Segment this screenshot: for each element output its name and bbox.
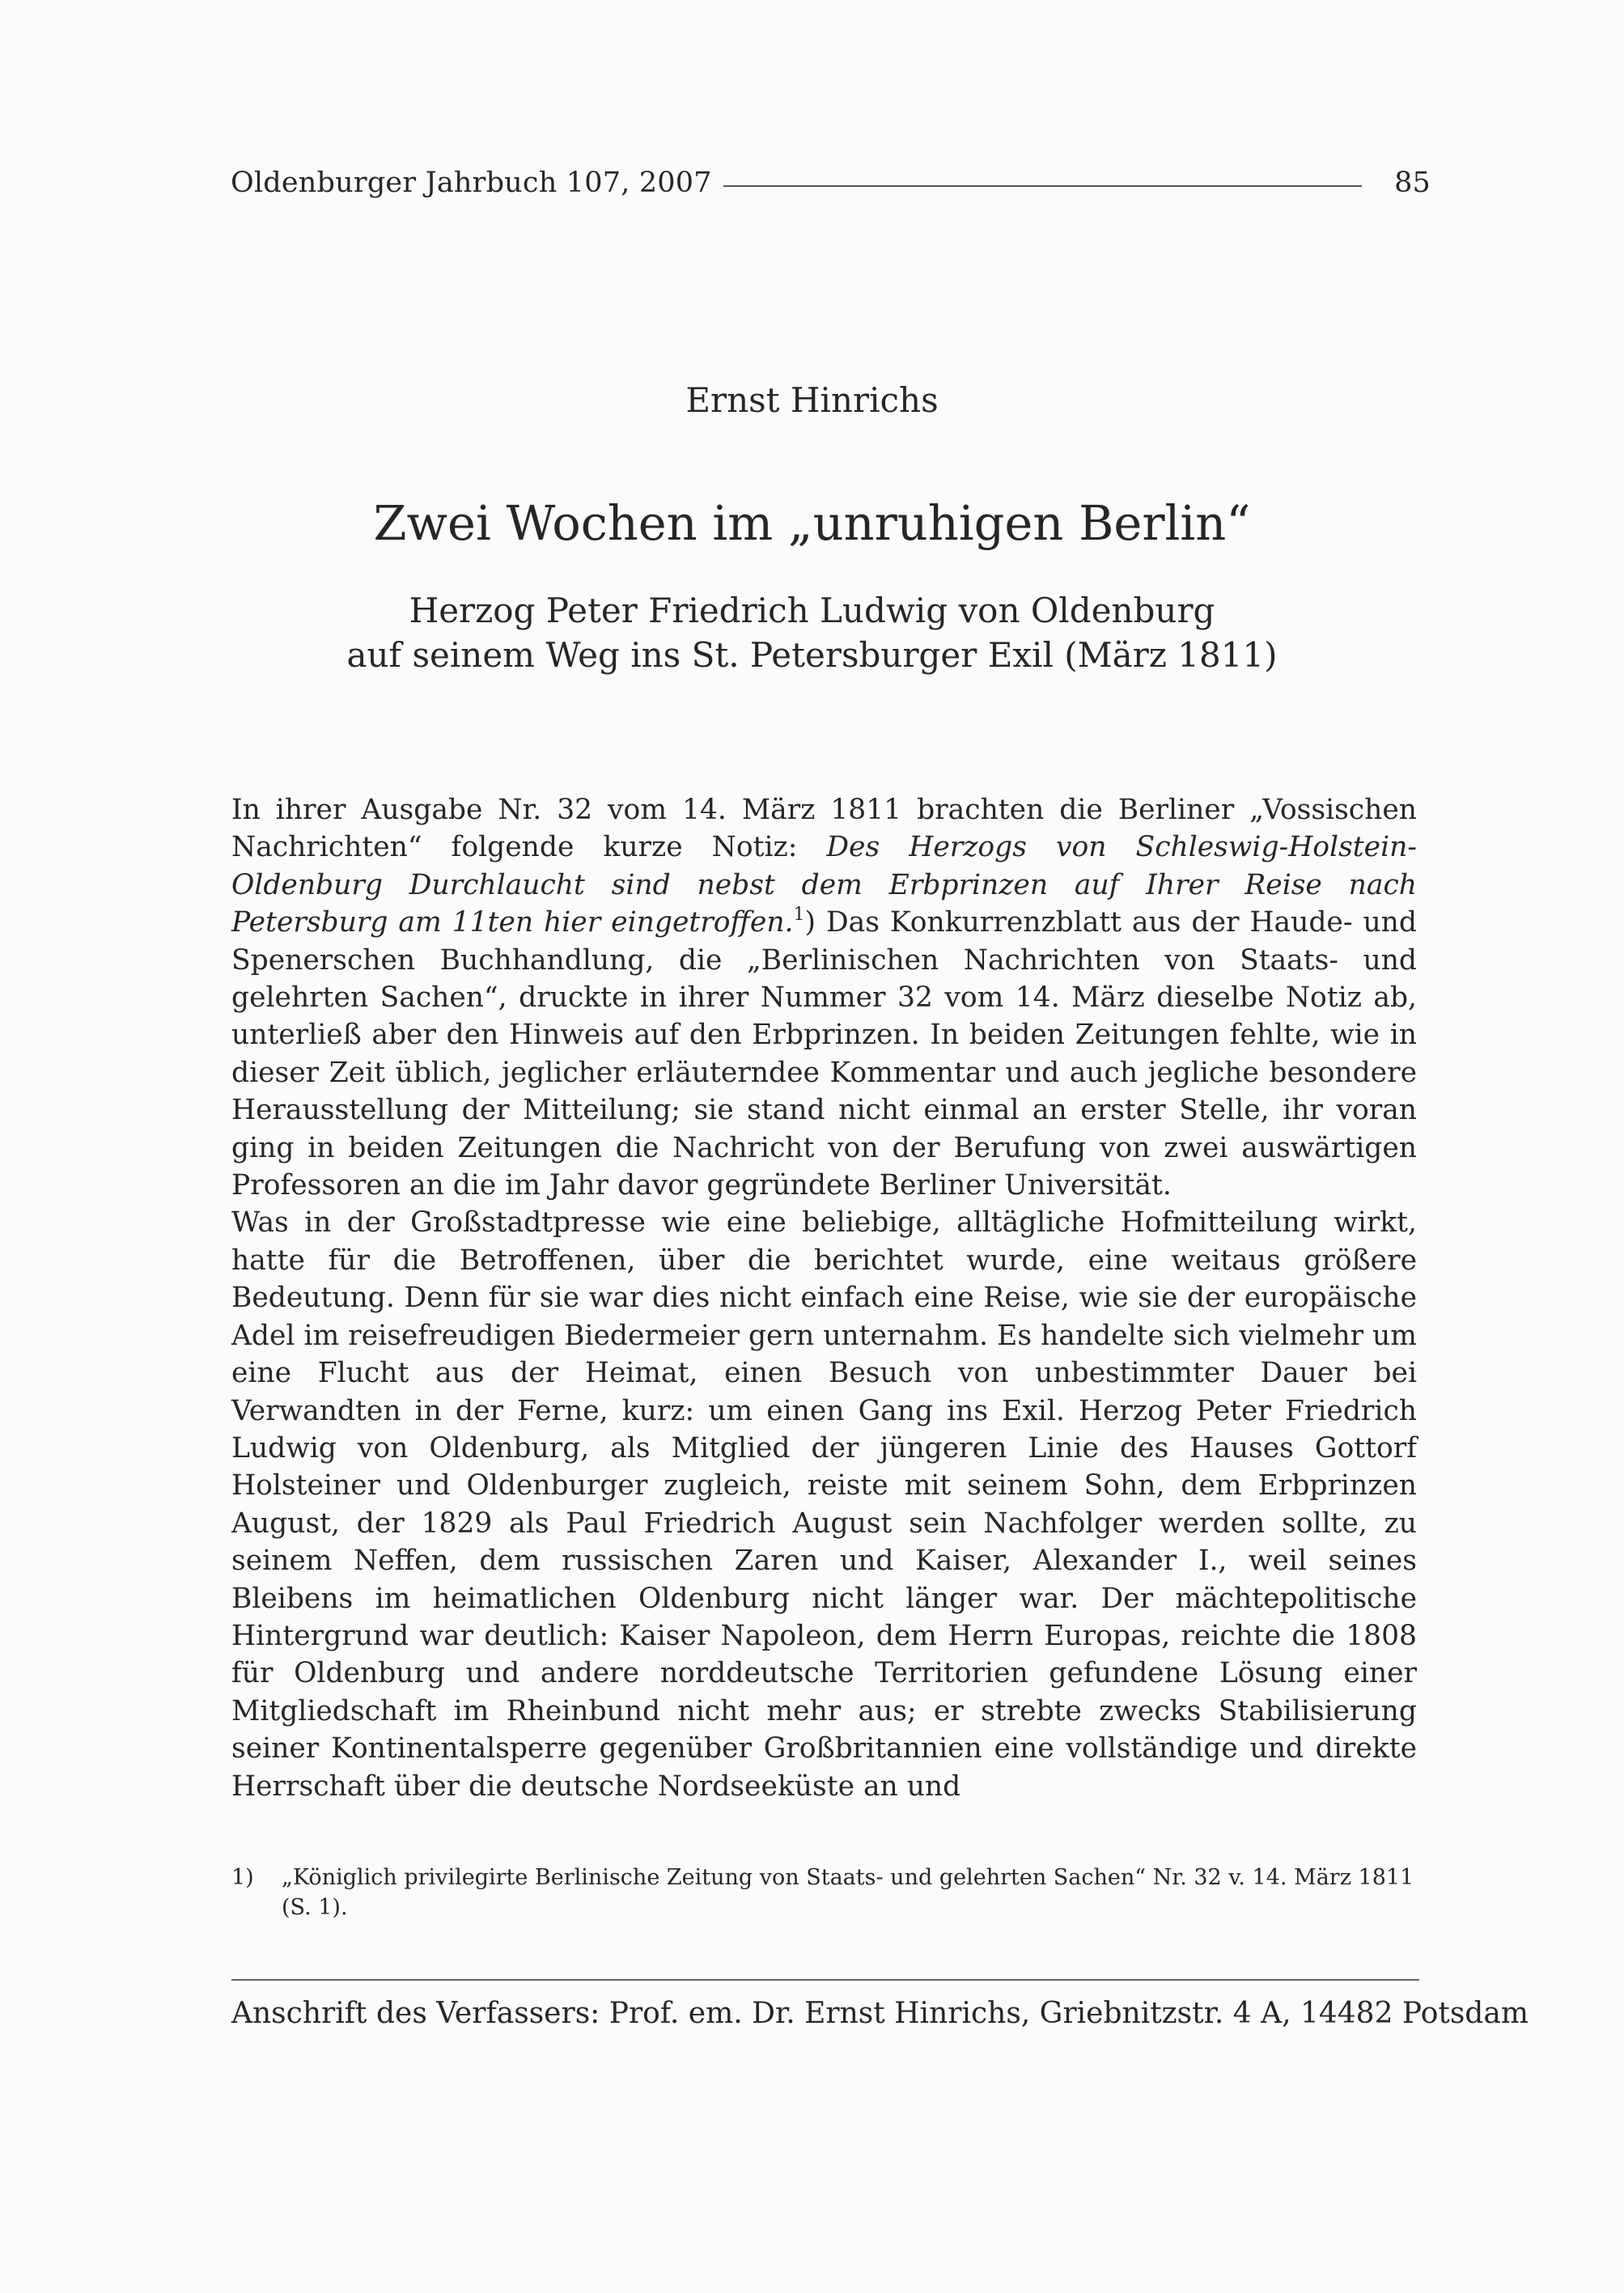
subtitle-line-1: Herzog Peter Friedrich Ludwig von Oldenburg [409,591,1215,630]
header-rule [723,185,1362,187]
footnote [231,1863,1417,1922]
article-body [231,791,1417,1805]
article-subtitle [0,588,1624,677]
journal-name: Oldenburger Jahrbuch 107, 2007 [231,167,712,199]
footer-rule [231,1979,1419,1981]
paragraph-1 [231,791,1417,1204]
paragraph-1-rest: ) Das Konkurrenzblatt aus der Haude- und Spenerschen Buchhandlung, die „Berlinischen Nachrichten von Staats- und gelehrten Sachen“, druckte in ihrer Nummer 32 vom 14. März dieselbe Notiz ab, unterließ aber den Hinweis auf den Erbprinzen. In beiden Zeitungen fehlte, wie in dieser Zeit üblich, jeglicher erläuterndee Kommentar und auch jegliche besondere Herausstellung der Mitteilung; sie stand nicht einmal an erster Stelle, ihr voran ging in beiden Zeitungen die Nachricht von der Berufung von zwei auswärtigen Professoren an die im Jahr davor gegründete Berliner Universität. [231,906,1417,1202]
footnote-text: „Königlich privilegirte Berlinische Zeitung von Staats- und gelehrten Sachen“ Nr. 32 v. 14. März 1811 (S. 1). [282,1865,1414,1920]
paragraph-1-intro: In ihrer Ausgabe Nr. 32 vom 14. März 1811 brachten die Berliner „Vossischen Nachrichten“ folgende kurze Notiz: [231,794,1417,864]
newspaper-quote: Des Herzogs von Schleswig-Holstein-Oldenburg Durchlaucht sind nebst dem Erbprinzen auf Ihrer Reise nach Petersburg am 11ten hier eingetroffen. [231,831,1417,939]
paragraph-2: Was in der Großstadtpresse wie eine beliebige, alltägliche Hofmitteilung wirkt, hatte für die Betroffenen, über die berichtet wurde, eine weitaus größere Bedeutung. Denn für sie war dies nicht einfach eine Reise, wie sie der europäische Adel im reisefreudigen Biedermeier gern unternahm. Es handelte sich vielmehr um eine Flucht aus der Heimat, einen Besuch von unbestimmter Dauer bei Verwandten in der Ferne, kurz: um einen Gang ins Exil. Herzog Peter Friedrich Ludwig von Oldenburg, als Mitglied der jüngeren Linie des Hauses Gottorf Holsteiner und Oldenburger zugleich, reiste mit seinem Sohn, dem Erbprinzen August, der 1829 als Paul Friedrich August sein Nachfolger werden sollte, zu seinem Neffen, dem russischen Zaren und Kaiser, Alexander I., weil seines Bleibens im heimatlichen Oldenburg nicht länger war. Der mächtepolitische Hintergrund war deutlich: Kaiser Napoleon, dem Herrn Europas, reichte die 1808 für Oldenburg und andere norddeutsche Territorien gefundene Lösung einer Mitgliedschaft im Rheinbund nicht mehr aus; er strebte zwecks Stabilisierung seiner Kontinentalsperre gegenüber Großbritannien eine vollständige und direkte Herrschaft über die deutsche Nordseeküste an und [231,1206,1417,1803]
footnote-reference: 1 [793,905,805,926]
running-head [231,167,1431,199]
article-title: Zwei Wochen im „unruhigen Berlin“ [373,495,1251,551]
footnote-number: 1) [231,1865,254,1890]
article-author: Ernst Hinrichs [685,380,939,420]
author-address: Anschrift des Verfassers: Prof. em. Dr. Ernst Hinrichs, Griebnitzstr. 4 A, 14482 Potsdam [231,1997,1529,2030]
subtitle-line-2: auf seinem Weg ins St. Petersburger Exil (März 1811) [346,635,1278,675]
page-number: 85 [1394,167,1431,199]
